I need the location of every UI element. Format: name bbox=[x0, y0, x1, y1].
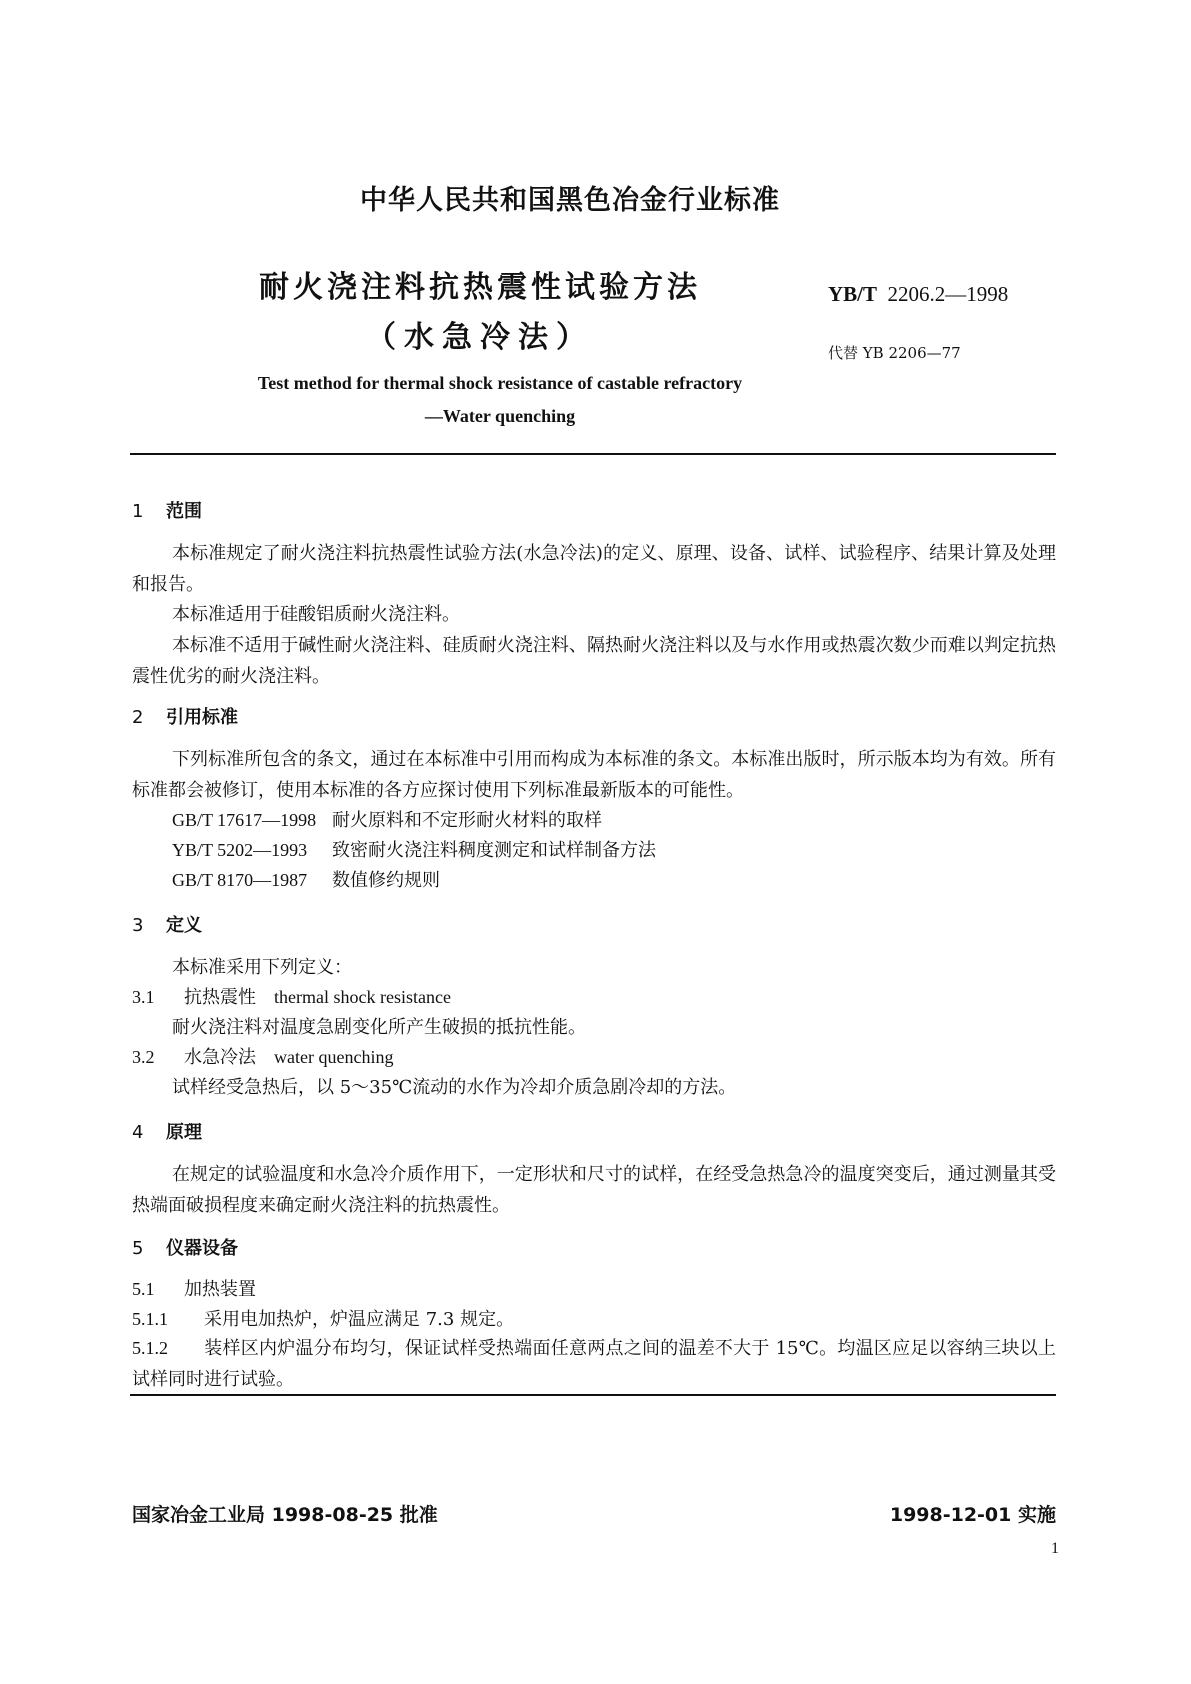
section-2-para-1: 下列标准所包含的条文，通过在本标准中引用而构成为本标准的条文。本标准出版时，所示版本均为有效。所有标准都会被修订，使用本标准的各方应探讨使用下列标准最新版本的可能性。 bbox=[132, 749, 1056, 801]
clause-number: 5.1.1 bbox=[132, 1309, 168, 1329]
section-3-heading bbox=[132, 911, 202, 937]
industry-standard-heading: 中华人民共和国黑色冶金行业标准 bbox=[360, 185, 780, 216]
approval-line: 国家冶金工业局 1998-08-25 批准 bbox=[132, 1504, 438, 1526]
section-4-heading bbox=[132, 1118, 202, 1144]
document-title: 耐火浇注料抗热震性试验方法 bbox=[259, 270, 701, 305]
reference-item bbox=[172, 866, 440, 892]
reference-code: YB/T 5202—1993 bbox=[172, 840, 308, 860]
clause-5-1 bbox=[132, 1275, 256, 1301]
reference-item bbox=[172, 836, 656, 862]
section-number: 5 bbox=[132, 1238, 144, 1259]
definition-3-1 bbox=[132, 983, 451, 1009]
reference-item bbox=[172, 806, 602, 832]
clause-text: 加热装置 bbox=[184, 1279, 256, 1300]
definition-term-english: water quenching bbox=[274, 1047, 394, 1067]
standard-number: 2206.2—1998 bbox=[887, 282, 1009, 306]
definition-3-2-text: 试样经受急热后，以 5～35℃流动的水作为冷却介质急剧冷却的方法。 bbox=[172, 1077, 737, 1098]
standard-code bbox=[828, 282, 1008, 307]
clause-number: 5.1.2 bbox=[132, 1338, 168, 1358]
definitions-intro: 本标准采用下列定义： bbox=[172, 957, 352, 978]
document-subtitle: （水急冷法） bbox=[366, 320, 594, 355]
section-1-para-2: 本标准适用于硅酸铝质耐火浇注料。 bbox=[172, 604, 460, 625]
header-divider bbox=[130, 453, 1056, 455]
reference-title: 致密耐火浇注料稠度测定和试样制备方法 bbox=[332, 840, 656, 861]
clause-text: 装样区内炉温分布均匀，保证试样受热端面任意两点之间的温差不大于 15℃。均温区应足以容纳三块以上试样同时进行试验。 bbox=[132, 1338, 1056, 1390]
section-number: 3 bbox=[132, 915, 144, 936]
reference-code: GB/T 17617—1998 bbox=[172, 810, 317, 830]
definition-term-english: thermal shock resistance bbox=[274, 987, 451, 1007]
page-number: 1 bbox=[1051, 1540, 1059, 1557]
clause-5-1-1 bbox=[132, 1305, 514, 1331]
section-1-para-1: 本标准规定了耐火浇注料抗热震性试验方法(水急冷法)的定义、原理、设备、试样、试验程序、结果计算及处理和报告。 bbox=[132, 543, 1056, 595]
section-4-para-1: 在规定的试验温度和水急冷介质作用下，一定形状和尺寸的试样，在经受急热急冷的温度突变后，通过测量其受热端面破损程度来确定耐火浇注料的抗热震性。 bbox=[132, 1164, 1056, 1216]
reference-code: GB/T 8170—1987 bbox=[172, 870, 308, 890]
english-title-line2: —Water quenching bbox=[424, 406, 576, 426]
replaces-standard: 代替 YB 2206—77 bbox=[828, 344, 961, 362]
definition-3-2 bbox=[132, 1043, 393, 1069]
reference-title: 数值修约规则 bbox=[332, 870, 440, 891]
clause-5-1-2 bbox=[132, 1333, 1056, 1395]
reference-title: 耐火原料和不定形耐火材料的取样 bbox=[332, 810, 602, 831]
section-title: 仪器设备 bbox=[166, 1238, 238, 1259]
section-title: 范围 bbox=[166, 501, 202, 522]
section-number: 1 bbox=[132, 501, 144, 522]
section-title: 原理 bbox=[166, 1122, 202, 1143]
effective-date: 1998-12-01 实施 bbox=[889, 1504, 1056, 1526]
definition-term: 水急冷法 bbox=[184, 1047, 256, 1068]
section-2-heading bbox=[132, 703, 238, 729]
definition-term: 抗热震性 bbox=[184, 987, 256, 1008]
standard-prefix: YB/T bbox=[828, 282, 878, 306]
section-1-heading bbox=[132, 497, 202, 523]
clause-number: 5.1 bbox=[132, 1279, 155, 1299]
section-1-para-3: 本标准不适用于碱性耐火浇注料、硅质耐火浇注料、隔热耐火浇注料以及与水作用或热震次数少而难以判定抗热震性优劣的耐火浇注料。 bbox=[132, 635, 1056, 687]
section-number: 4 bbox=[132, 1122, 144, 1143]
section-number: 2 bbox=[132, 707, 144, 728]
section-5-heading bbox=[132, 1234, 238, 1260]
clause-number: 3.2 bbox=[132, 1047, 155, 1067]
english-title-line1: Test method for thermal shock resistance of castable refractory bbox=[257, 373, 743, 393]
definition-3-1-text: 耐火浇注料对温度急剧变化所产生破损的抵抗性能。 bbox=[172, 1017, 586, 1038]
section-title: 引用标准 bbox=[166, 707, 238, 728]
clause-number: 3.1 bbox=[132, 987, 155, 1007]
footer-divider bbox=[130, 1394, 1056, 1396]
clause-text: 采用电加热炉，炉温应满足 7.3 规定。 bbox=[204, 1309, 515, 1330]
section-title: 定义 bbox=[166, 915, 202, 936]
